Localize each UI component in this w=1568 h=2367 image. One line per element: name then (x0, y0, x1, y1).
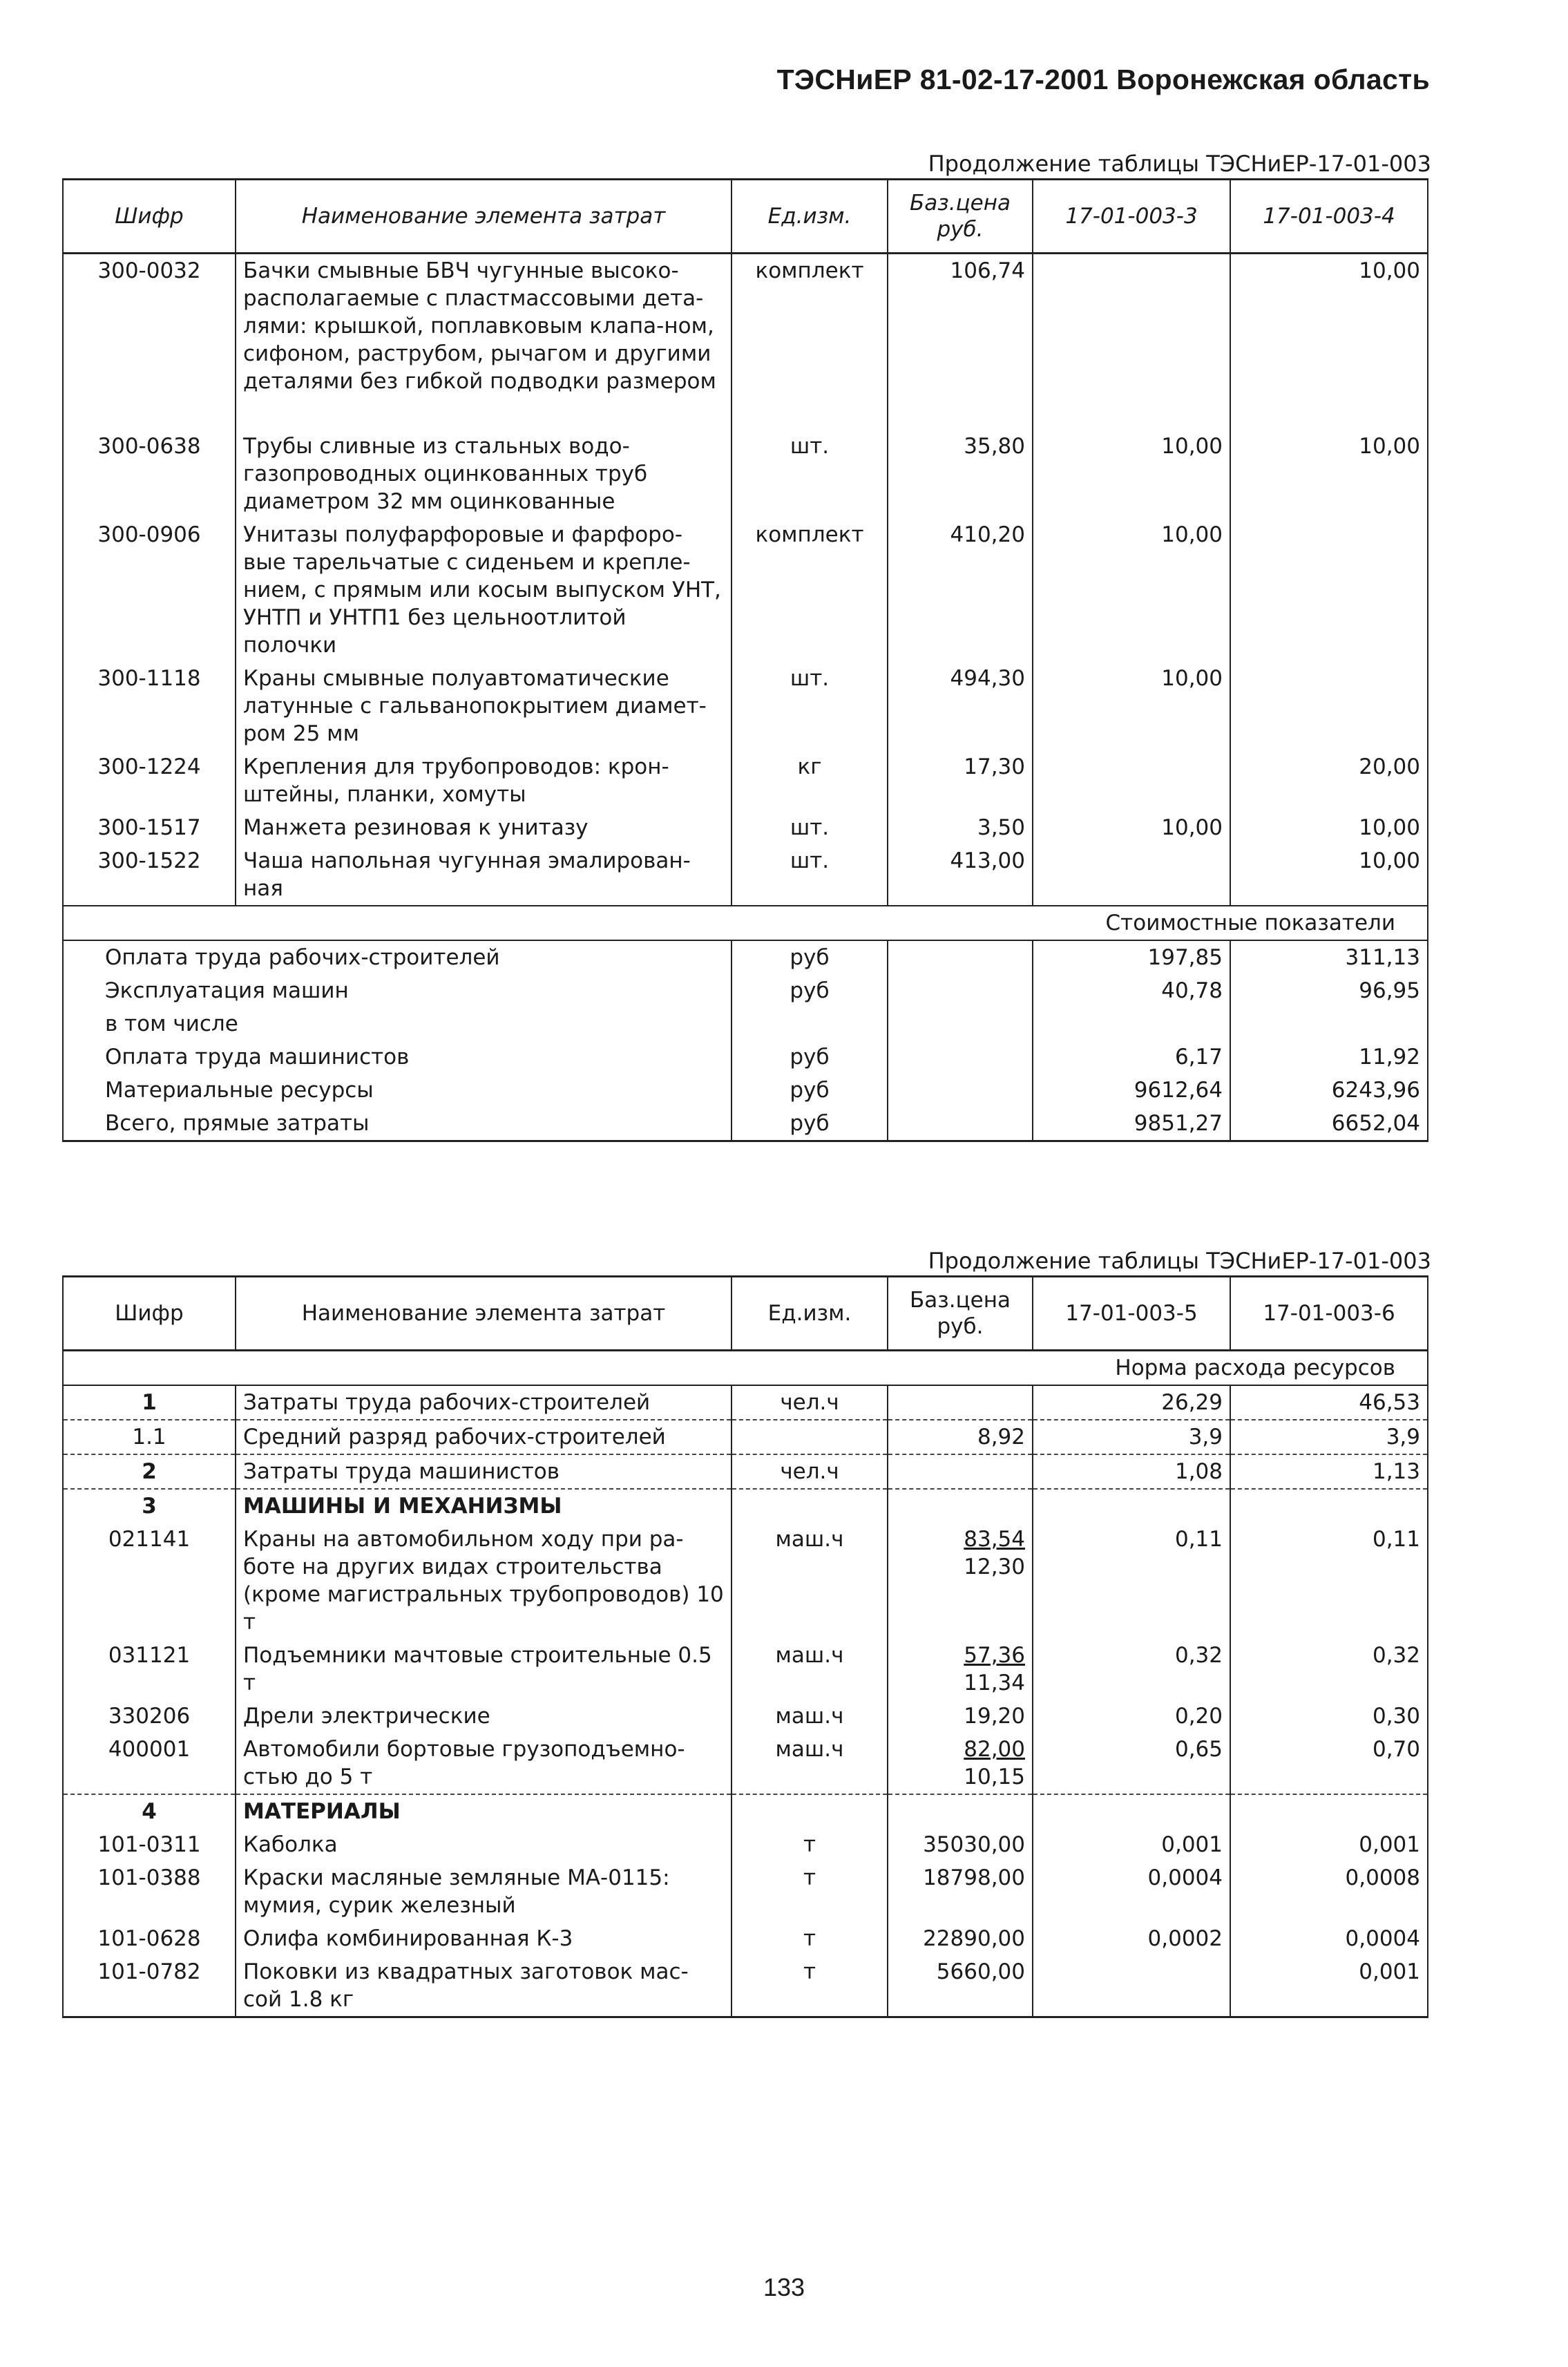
cell-price: 106,74 (888, 254, 1033, 430)
table1-header-col3: 17-01-003-3 (1033, 180, 1230, 254)
cost-unit: руб (732, 1107, 888, 1141)
cell-col3: 10,00 (1033, 662, 1230, 750)
cell-code: 300-1118 (63, 662, 236, 750)
cell-code: 300-1517 (63, 811, 236, 844)
table2-header-unit: Ед.изм. (732, 1277, 888, 1351)
price-value: 19,20 (964, 1704, 1025, 1729)
cell-col6: 0,001 (1230, 1828, 1428, 1861)
section-label: Норма расхода ресурсов (1033, 1351, 1428, 1386)
cell-price (888, 1733, 1033, 1794)
cell-price: 494,30 (888, 662, 1033, 750)
cell-col3 (1033, 844, 1230, 906)
cell-price: 410,20 (888, 518, 1033, 662)
cost-price-empty (888, 940, 1033, 974)
price-value: 18798,00 (923, 1865, 1025, 1890)
table2-header-row (63, 1277, 1428, 1351)
cost-col3: 9851,27 (1033, 1107, 1230, 1141)
price-value: 83,54 (964, 1527, 1025, 1552)
cell-code: 300-1522 (63, 844, 236, 906)
cell-unit (732, 1420, 888, 1454)
table2-header-price: Баз.цена руб. (888, 1277, 1033, 1351)
cell-code: 101-0388 (63, 1861, 236, 1922)
price-value: 22890,00 (923, 1926, 1025, 1951)
cost-price-empty (888, 1007, 1033, 1040)
cell-col6: 0,0008 (1230, 1861, 1428, 1922)
table-row (63, 1523, 1428, 1639)
table-row (63, 750, 1428, 811)
cell-code: 300-0906 (63, 518, 236, 662)
cost-col4 (1230, 1007, 1428, 1040)
cell-col4: 10,00 (1230, 430, 1428, 518)
cost-row (63, 1040, 1428, 1074)
table-row (63, 1861, 1428, 1922)
cost-row (63, 1074, 1428, 1107)
table1-header-col4: 17-01-003-4 (1230, 180, 1428, 254)
price-operator-value: 12,30 (964, 1555, 1025, 1579)
table2-header-col5: 17-01-003-5 (1033, 1277, 1230, 1351)
cost-col3: 9612,64 (1033, 1074, 1230, 1107)
table-row (63, 844, 1428, 906)
cell-unit: т (732, 1828, 888, 1861)
cell-code: 031121 (63, 1639, 236, 1700)
cell-col4 (1230, 662, 1428, 750)
cell-col5: 0,65 (1033, 1733, 1230, 1794)
price-operator-value: 10,15 (964, 1765, 1025, 1789)
price-value: 5660,00 (936, 1959, 1025, 1984)
cell-name: Средний разряд рабочих-строителей (236, 1420, 732, 1454)
cell-name: Каболка (236, 1828, 732, 1861)
cell-price: 35,80 (888, 430, 1033, 518)
cost-price-empty (888, 974, 1033, 1007)
cell-col5 (1033, 1955, 1230, 2017)
cell-unit: т (732, 1922, 888, 1955)
cell-price (888, 1489, 1033, 1523)
cell-unit: комплект (732, 254, 888, 430)
section-label: Стоимостные показатели (1033, 906, 1428, 940)
cell-price (888, 1523, 1033, 1639)
table1-header-code: Шифр (63, 180, 236, 254)
cell-unit: маш.ч (732, 1639, 888, 1700)
cell-price (888, 1639, 1033, 1700)
cost-unit (732, 1007, 888, 1040)
cell-price: 413,00 (888, 844, 1033, 906)
cell-price (888, 1922, 1033, 1955)
cost-name: в том числе (63, 1007, 732, 1040)
table-row (63, 1955, 1428, 2017)
table-row (63, 1922, 1428, 1955)
cost-unit: руб (732, 940, 888, 974)
cell-col4: 20,00 (1230, 750, 1428, 811)
table-row (63, 430, 1428, 518)
cost-unit: руб (732, 1040, 888, 1074)
cell-name: Автомобили бортовые грузоподъемно-стью до 5 т (236, 1733, 732, 1794)
cost-col4: 311,13 (1230, 940, 1428, 974)
price-value: 57,36 (964, 1643, 1025, 1668)
cost-row (63, 1107, 1428, 1141)
cell-name: МАШИНЫ И МЕХАНИЗМЫ (236, 1489, 732, 1523)
cell-col3: 10,00 (1033, 811, 1230, 844)
cell-name: Чаша напольная чугунная эмалирован-ная (236, 844, 732, 906)
cell-col3: 10,00 (1033, 518, 1230, 662)
resource-table-2 (62, 1275, 1428, 2018)
cell-code: 300-1224 (63, 750, 236, 811)
cell-unit: т (732, 1955, 888, 2017)
cell-code: 300-0638 (63, 430, 236, 518)
cell-unit: шт. (732, 844, 888, 906)
cell-name: Трубы сливные из стальных водо-газопроводных оцинкованных труб диаметром 32 мм оцинкованные (236, 430, 732, 518)
page-number: 133 (763, 2273, 805, 2301)
cost-price-empty (888, 1074, 1033, 1107)
cost-name: Всего, прямые затраты (63, 1107, 732, 1141)
table2-header-col6: 17-01-003-6 (1230, 1277, 1428, 1351)
cell-name: Бачки смывные БВЧ чугунные высоко-располагаемые с пластмассовыми дета-лями: крышкой, поплавковым клапа-ном, сифоном, раструбом, рычагом и другими деталями без гибкой подводки размером (236, 254, 732, 430)
cell-col4: 10,00 (1230, 811, 1428, 844)
cell-col5: 0,0002 (1033, 1922, 1230, 1955)
cell-col3 (1033, 254, 1230, 430)
cost-col3: 197,85 (1033, 940, 1230, 974)
cell-price (888, 1955, 1033, 2017)
cell-col5: 0,20 (1033, 1700, 1230, 1733)
cell-name: Дрели электрические (236, 1700, 732, 1733)
cell-col3: 10,00 (1033, 430, 1230, 518)
cell-code: 101-0311 (63, 1828, 236, 1861)
cell-price (888, 1700, 1033, 1733)
cell-col5: 0,32 (1033, 1639, 1230, 1700)
section-heading-row (63, 1794, 1428, 1828)
cell-col6: 1,13 (1230, 1454, 1428, 1489)
cell-unit: шт. (732, 811, 888, 844)
cost-col3: 40,78 (1033, 974, 1230, 1007)
section-blank (63, 906, 1033, 940)
table-row (63, 1639, 1428, 1700)
table-row (63, 1420, 1428, 1454)
cell-code: 1.1 (63, 1420, 236, 1454)
cell-col5: 1,08 (1033, 1454, 1230, 1489)
cell-name: Манжета резиновая к унитазу (236, 811, 732, 844)
table-row (63, 811, 1428, 844)
cost-name: Эксплуатация машин (63, 974, 732, 1007)
table-row (63, 1733, 1428, 1794)
table1-header-name: Наименование элемента затрат (236, 180, 732, 254)
cell-code: 4 (63, 1794, 236, 1828)
cost-price-empty (888, 1040, 1033, 1074)
table-row (63, 662, 1428, 750)
cost-unit: руб (732, 1074, 888, 1107)
cell-price (888, 1385, 1033, 1420)
cell-name: Краны смывные полуавтоматические латунные с гальванопокрытием диамет-ром 25 мм (236, 662, 732, 750)
table-row (63, 254, 1428, 430)
cell-code: 2 (63, 1454, 236, 1489)
table2-section-label-row (63, 1351, 1428, 1386)
cell-code: 330206 (63, 1700, 236, 1733)
cell-col5: 0,0004 (1033, 1861, 1230, 1922)
cell-unit: комплект (732, 518, 888, 662)
cell-col5 (1033, 1489, 1230, 1523)
cost-col3: 6,17 (1033, 1040, 1230, 1074)
cell-unit: т (732, 1861, 888, 1922)
cell-unit (732, 1794, 888, 1828)
document-header-title: ТЭСНиЕР 81-02-17-2001 Воронежская область (776, 64, 1430, 95)
price-value: 8,92 (977, 1425, 1025, 1449)
cell-col6 (1230, 1489, 1428, 1523)
table-row (63, 1828, 1428, 1861)
cost-col4: 11,92 (1230, 1040, 1428, 1074)
cell-col5: 26,29 (1033, 1385, 1230, 1420)
cell-code: 3 (63, 1489, 236, 1523)
cell-name: Краски масляные земляные МА-0115: мумия, сурик железный (236, 1861, 732, 1922)
table-row (63, 518, 1428, 662)
cell-unit: маш.ч (732, 1700, 888, 1733)
resource-table-1 (62, 178, 1428, 1142)
cell-col6 (1230, 1794, 1428, 1828)
table1-header-price: Баз.цена руб. (888, 180, 1033, 254)
cell-price (888, 1861, 1033, 1922)
table-row (63, 1385, 1428, 1420)
cell-unit (732, 1489, 888, 1523)
table1-continuation-label: Продолжение таблицы ТЭСНиЕР-17-01-003 (928, 151, 1431, 177)
cell-code: 021141 (63, 1523, 236, 1639)
cost-col3 (1033, 1007, 1230, 1040)
cost-name: Оплата труда машинистов (63, 1040, 732, 1074)
cell-price (888, 1420, 1033, 1454)
cell-unit: маш.ч (732, 1523, 888, 1639)
section-heading-row (63, 1489, 1428, 1523)
cost-row (63, 1007, 1428, 1040)
price-operator-value: 11,34 (964, 1671, 1025, 1695)
cell-col6: 0,30 (1230, 1700, 1428, 1733)
cell-code: 400001 (63, 1733, 236, 1794)
table1-section-label-row (63, 906, 1428, 940)
table1-header-row (63, 180, 1428, 254)
cost-name: Материальные ресурсы (63, 1074, 732, 1107)
cell-unit: чел.ч (732, 1385, 888, 1420)
cell-col6: 0,32 (1230, 1639, 1428, 1700)
cost-unit: руб (732, 974, 888, 1007)
cell-col6: 0,001 (1230, 1955, 1428, 2017)
cell-unit: шт. (732, 430, 888, 518)
table-row (63, 1700, 1428, 1733)
cell-col4: 10,00 (1230, 844, 1428, 906)
price-value: 35030,00 (923, 1832, 1025, 1857)
cell-code: 300-0032 (63, 254, 236, 430)
table2-header-code: Шифр (63, 1277, 236, 1351)
cell-price (888, 1794, 1033, 1828)
cell-col5: 0,11 (1033, 1523, 1230, 1639)
cell-col4 (1230, 518, 1428, 662)
cell-col3 (1033, 750, 1230, 811)
cell-col6: 0,70 (1230, 1733, 1428, 1794)
cell-unit: маш.ч (732, 1733, 888, 1794)
cell-name: Крепления для трубопроводов: крон-штейны, планки, хомуты (236, 750, 732, 811)
cell-col5: 0,001 (1033, 1828, 1230, 1861)
cell-col6: 0,0004 (1230, 1922, 1428, 1955)
cost-col4: 6243,96 (1230, 1074, 1428, 1107)
cell-unit: шт. (732, 662, 888, 750)
cell-unit: кг (732, 750, 888, 811)
table2-continuation-label: Продолжение таблицы ТЭСНиЕР-17-01-003 (928, 1248, 1431, 1274)
cell-price: 3,50 (888, 811, 1033, 844)
cell-name: Затраты труда машинистов (236, 1454, 732, 1489)
cell-price: 17,30 (888, 750, 1033, 811)
cost-col4: 96,95 (1230, 974, 1428, 1007)
cell-col6: 46,53 (1230, 1385, 1428, 1420)
cell-col5 (1033, 1794, 1230, 1828)
cell-name: Унитазы полуфарфоровые и фарфоро-вые тарельчатые с сиденьем и крепле-нием, с прямым или косым выпуском УНТ, УНТП и УНТП1 без цельноотлитой полочки (236, 518, 732, 662)
cell-name: МАТЕРИАЛЫ (236, 1794, 732, 1828)
cell-col6: 3,9 (1230, 1420, 1428, 1454)
cell-price (888, 1828, 1033, 1861)
section-blank (63, 1351, 1033, 1386)
cell-name: Поковки из квадратных заготовок мас-сой 1.8 кг (236, 1955, 732, 2017)
cell-col4: 10,00 (1230, 254, 1428, 430)
table2-header-name: Наименование элемента затрат (236, 1277, 732, 1351)
cost-price-empty (888, 1107, 1033, 1141)
cell-code: 101-0782 (63, 1955, 236, 2017)
table1-header-unit: Ед.изм. (732, 180, 888, 254)
cell-code: 101-0628 (63, 1922, 236, 1955)
cell-price (888, 1454, 1033, 1489)
cell-code: 1 (63, 1385, 236, 1420)
cell-name: Затраты труда рабочих-строителей (236, 1385, 732, 1420)
cost-row (63, 940, 1428, 974)
cell-name: Краны на автомобильном ходу при ра-боте на других видах строительства (кроме магистральных трубопроводов) 10 т (236, 1523, 732, 1639)
cost-row (63, 974, 1428, 1007)
cost-name: Оплата труда рабочих-строителей (63, 940, 732, 974)
cell-col6: 0,11 (1230, 1523, 1428, 1639)
cell-unit: чел.ч (732, 1454, 888, 1489)
cell-col5: 3,9 (1033, 1420, 1230, 1454)
cost-col4: 6652,04 (1230, 1107, 1428, 1141)
cell-name: Олифа комбинированная К-3 (236, 1922, 732, 1955)
table-row (63, 1454, 1428, 1489)
price-value: 82,00 (964, 1737, 1025, 1762)
cell-name: Подъемники мачтовые строительные 0.5 т (236, 1639, 732, 1700)
